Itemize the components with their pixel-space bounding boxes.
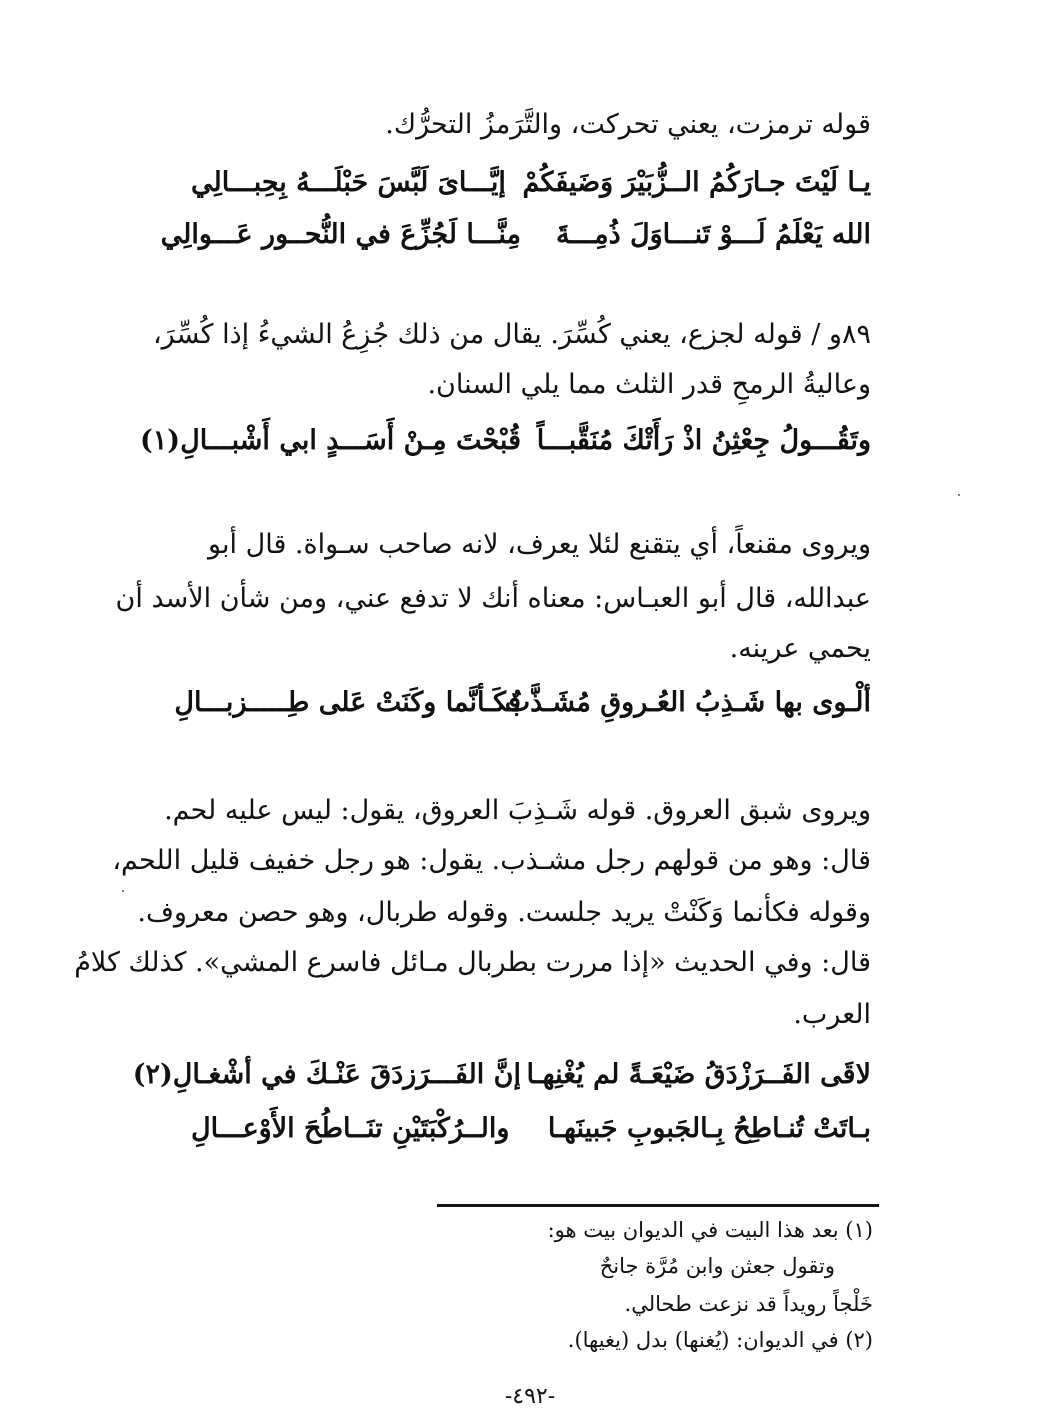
- verse-first-hemistich: بـاتَتْ تُنـاطِحُ بِـالجَبوبِ جَبينَهـا: [547, 1113, 871, 1144]
- poem-verse: [132, 1052, 871, 1098]
- scan-speck: [958, 494, 960, 496]
- scan-speck: [122, 890, 124, 892]
- body-line: قوله ترمزت، يعني تحركت، والتَّرَمزُ التحرُّك.: [385, 109, 871, 140]
- poem-verse: [191, 1106, 871, 1152]
- page-number: -٤٩٢-: [504, 1384, 556, 1409]
- verse-first-hemistich: ألْـوى بها شَـذِبُ العُـروقِ مُشَـذَّبٌ: [504, 687, 871, 718]
- verse-first-hemistich: لاقَى الفَــرَزْدَقُ ضَيْعَـةً لم يُغْنِهـا: [526, 1059, 871, 1090]
- poem-verse: [140, 418, 871, 464]
- body-line: ٨٩و / قوله لجزع، يعني كُسِّرَ. يقال من ذلك جُزِعُ الشيءُ إذا كُسِّرَ،: [152, 319, 871, 350]
- verse-second-hemistich: مِنَّـــا لَجُزِّعَ في النُّحــور عَـــوالِي: [160, 219, 521, 250]
- body-line: وقوله فكأنما وَكَنْتْ يريد جلست. وقوله طربال، وهو حصن معروف.: [137, 897, 871, 928]
- verse-second-hemistich: إيَّـــاىَ لَبَّسَ حَبْلَـــهُ بِحِبـــالِي: [191, 167, 506, 198]
- body-line: عبدالله، قال أبو العبـاس: معناه أنك لا تدفع عني، ومن شأن الأسد أن: [115, 583, 871, 614]
- body-line: قال: وفي الحديث «إذا مررت بطربال مـائل فاسرع المشي». كذلك كلامُ: [74, 947, 871, 978]
- footnote-line: (٢) في الديوان: (يُغنها) بدل (يغيها).: [567, 1328, 873, 1352]
- footnote-divider: [437, 1204, 879, 1207]
- body-line: ويروى مقنعاً، أي يتقنع لئلا يعرف، لانه صاحب سـواة. قال أبو: [208, 529, 871, 560]
- body-line: العرب.: [793, 999, 871, 1030]
- body-line: وعاليةُ الرمحِ قدر الثلث مما يلي السنان.: [427, 369, 871, 400]
- verse-second-hemistich: إنَّ الفَـــرَزدَقَ عَنْـكَ في أشْغـالِ(٢): [132, 1059, 521, 1090]
- poem-verse: [174, 680, 871, 726]
- verse-first-hemistich: الله يَعْلَمُ لَـــوْ تَنـــاوَلَ ذُمِـــةَ: [555, 219, 871, 250]
- footnote-line: (١) بعد هذا البيت في الديوان بيت هو:: [547, 1218, 873, 1242]
- body-line: ويروى شبق العروق. قوله شَـذِبَ العروق، يقول: ليس عليه لحم.: [164, 795, 871, 826]
- body-line: يحمي عرينه.: [729, 633, 871, 664]
- verse-second-hemistich: فكَـأنَّما وكَنَتْ عَلى طِـــــزبـــالِ: [174, 687, 521, 718]
- poem-verse: [160, 212, 871, 258]
- verse-second-hemistich: قُبْحْتَ مِـنْ أَسَـــدٍ ابي أَشْبـــالِ(١): [140, 425, 521, 456]
- body-line: قال: وهو من قولهم رجل مشـذب. يقول: هو رجل خفيف قليل اللحم،: [112, 845, 871, 876]
- verse-first-hemistich: يـا لَيْتَ جـارَكُمُ الــزُّبَيْرَ وَضَيفَكُمْ: [522, 167, 871, 198]
- verse-first-hemistich: وتَقُـــولُ جِعْثِنُ اذْ رَأَتْكَ مُنَقَّبـــاً: [536, 425, 871, 456]
- footnote-line: وتقول جعثن وابن مُرَّة جانحٌ: [599, 1254, 835, 1278]
- poem-verse: [191, 160, 871, 206]
- footnote-line: خَلْجاً رويداً قد نزعت طحالي.: [624, 1292, 873, 1316]
- verse-second-hemistich: والــرُكْبَتَيْنِ تنَــاطُحَ الأَوْعـــالِ: [191, 1113, 510, 1144]
